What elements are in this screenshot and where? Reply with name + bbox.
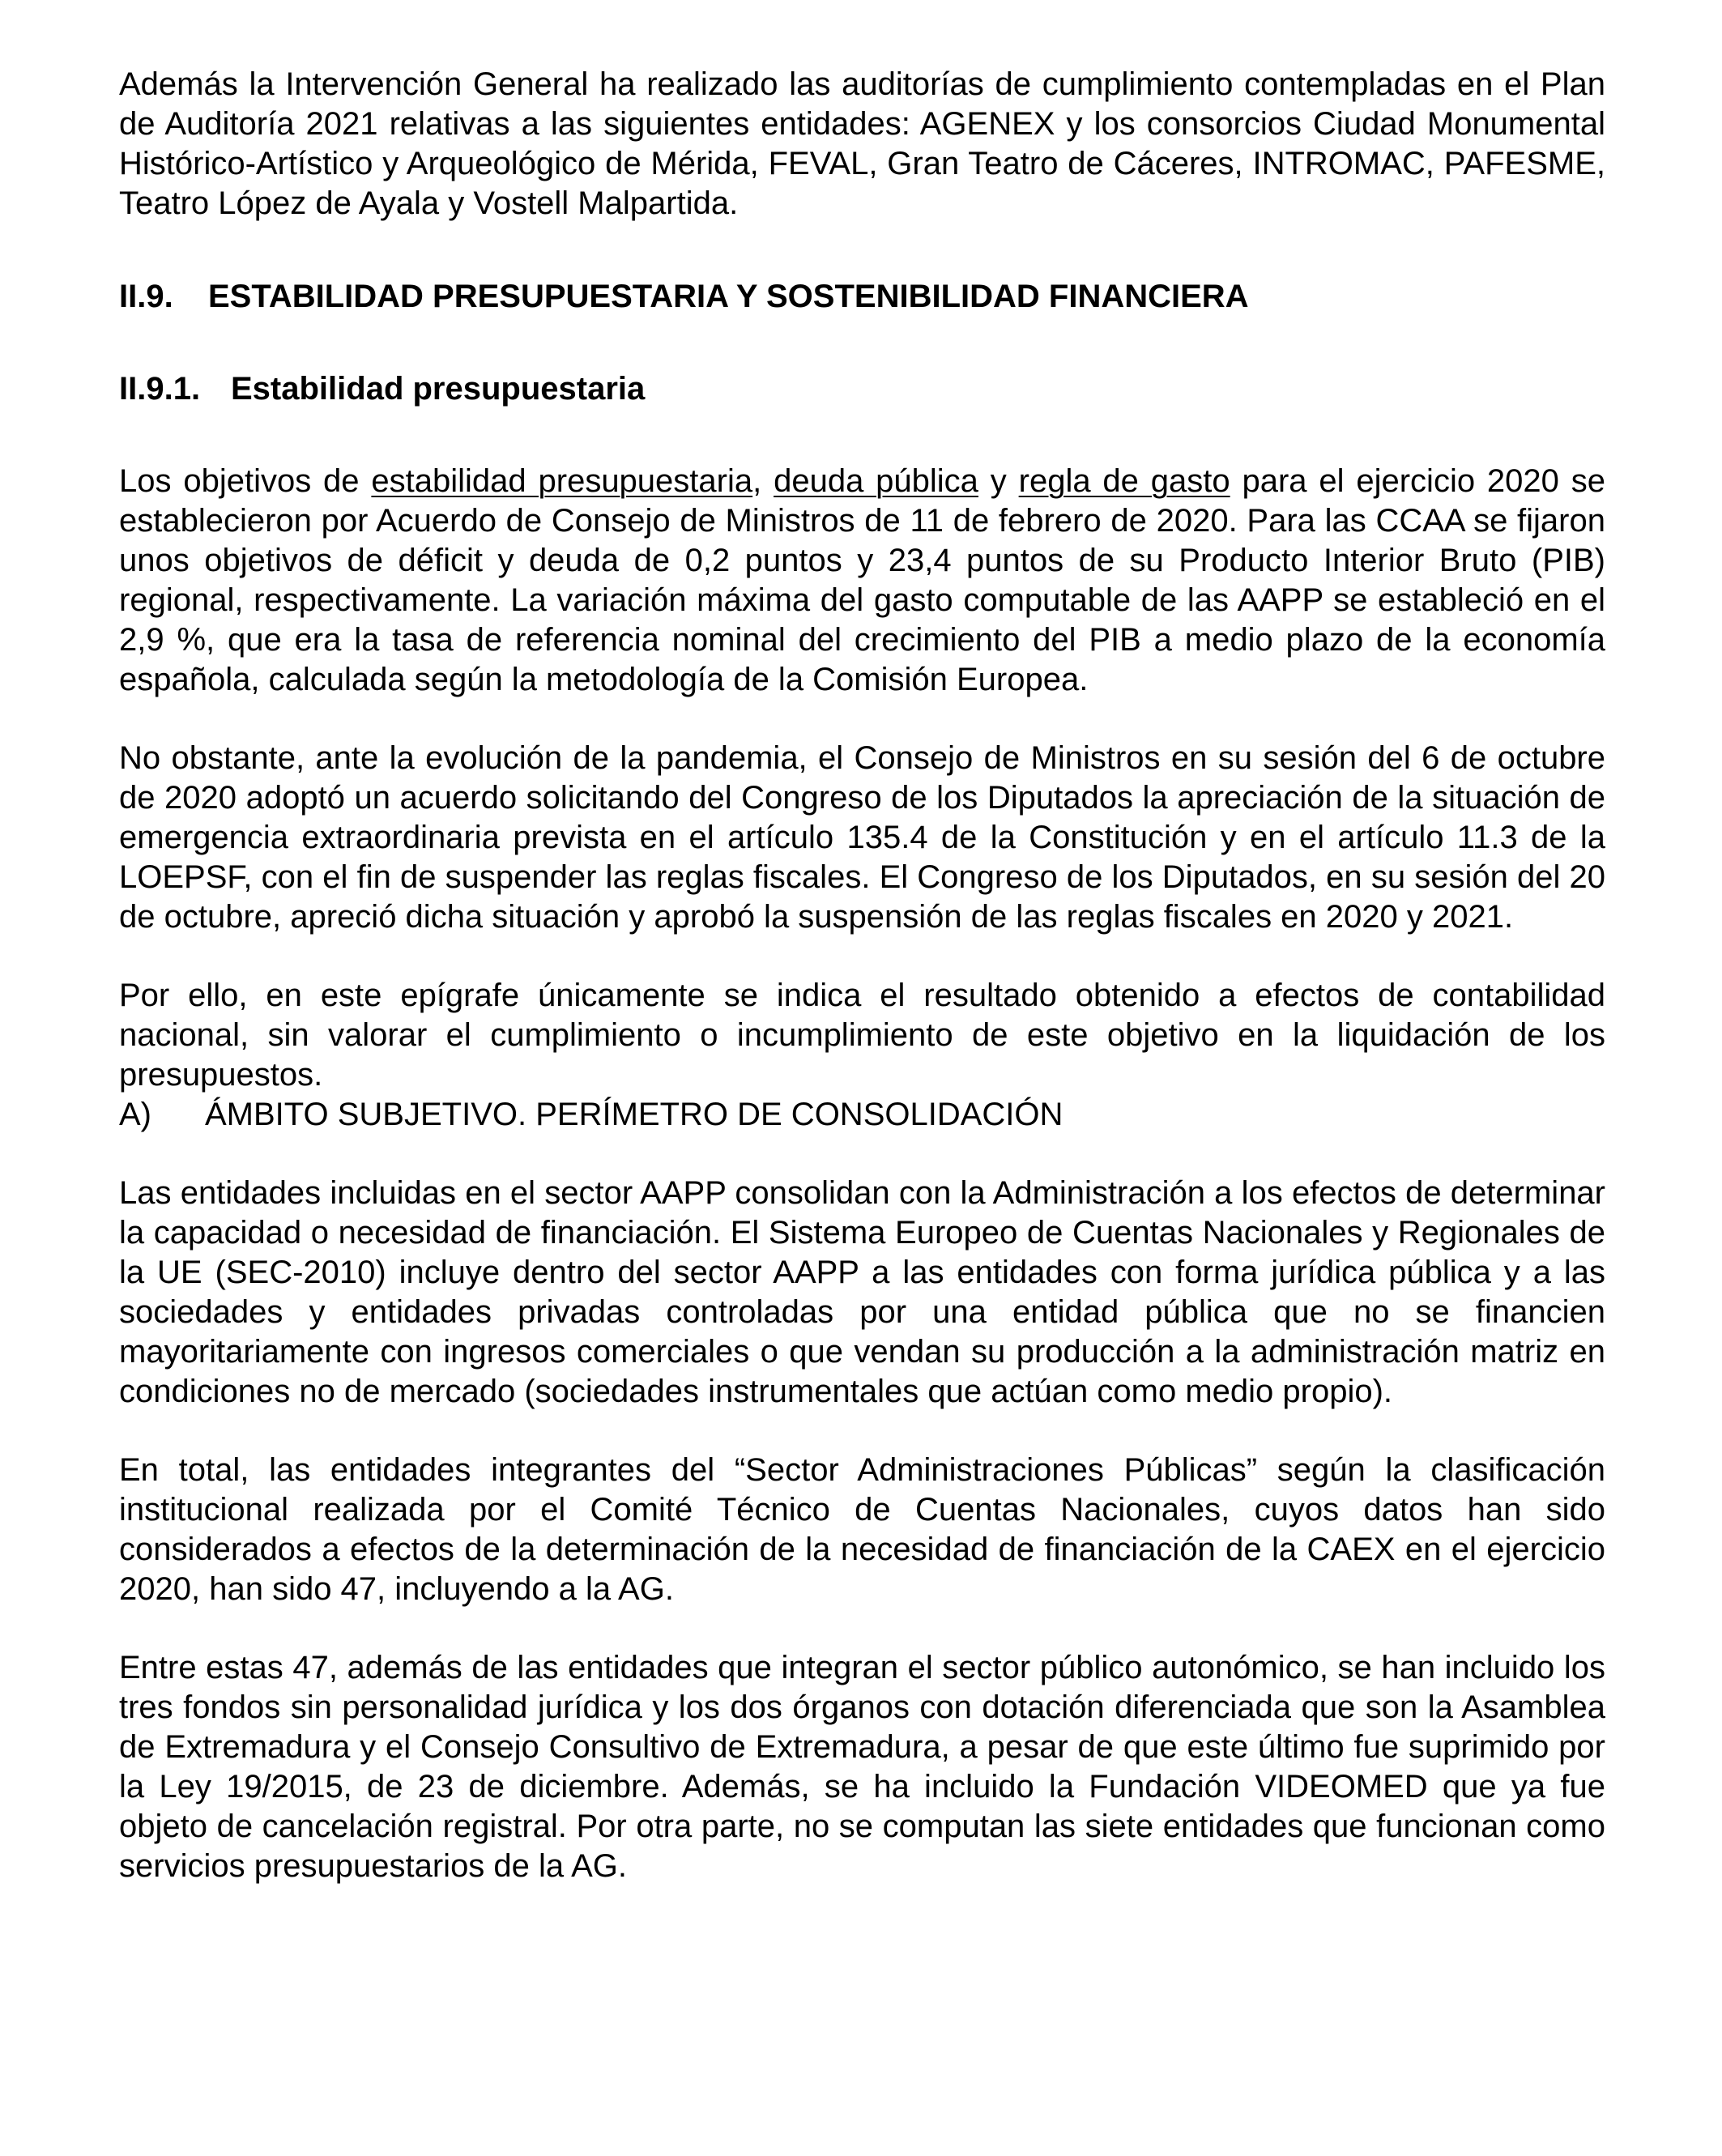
paragraph-total-entities: En total, las entidades integrantes del “Sector Administraciones Públicas” según la clasificación institucional realizada por el Comité Técnico de Cuentas Nacionales, cuyos datos han sido considerados a efectos de la determinación de la necesidad de financiación de la CAEX en el ejercicio 2020, han sido 47, incluyendo a la AG. (119, 1452, 1605, 1607)
lettered-heading-letter: A) (119, 1097, 151, 1132)
underlined-term-spending-rule: regla de gasto (1018, 463, 1230, 499)
underlined-term-debt: deuda pública (774, 463, 978, 499)
paragraph-objectives (119, 462, 1605, 700)
paragraph-entity-details: Entre estas 47, además de las entidades que integran el sector público autonómico, se han incluido los tres fondos sin personalidad jurídica y los dos órganos con dotación diferenciada que son la Asamblea de Extremadura y el Consejo Consultivo de Extremadura, a pesar de que este último fue suprimido por la Ley 19/2015, de 23 de diciembre. Además, se ha incluido la Fundación VIDEOMED que ya fue objeto de cancelación registral. Por otra parte, no se computan las siete entidades que funcionan como servicios presupuestarios de la AG. (119, 1650, 1605, 1884)
text-segment: y (978, 463, 1019, 499)
paragraph-consolidation: Las entidades incluidas en el sector AAPP consolidan con la Administración a los efectos de determinar la capacidad o necesidad de financiación. El Sistema Europeo de Cuentas Nacionales y Regionales de la UE (SEC-2010) incluye dentro del sector AAPP a las entidades con forma jurídica pública y a las sociedades y entidades privadas controladas por una entidad pública que no se financien mayoritariamente con ingresos comerciales o que vendan su producción a la administración matriz en condiciones no de mercado (sociedades instrumentales que actúan como medio propio). (119, 1175, 1605, 1409)
subsection-number: II.9.1. (119, 371, 201, 407)
subsection-title: Estabilidad presupuestaria (231, 371, 646, 407)
subsection-heading (119, 369, 1605, 409)
text-segment: , (752, 463, 774, 499)
paragraph-pandemic: No obstante, ante la evolución de la pandemia, el Consejo de Ministros en su sesión del 6 de octubre de 2020 adoptó un acuerdo solicitando del Congreso de los Diputados la apreciación de la situación de emergencia extraordinaria prevista en el artículo 135.4 de la Constitución y en el artículo 11.3 de la LOEPSF, con el fin de suspender las reglas fiscales. El Congreso de los Diputados, en su sesión del 20 de octubre, apreció dicha situación y aprobó la suspensión de las reglas fiscales en 2020 y 2021. (119, 740, 1605, 935)
text-segment: para el ejercicio 2020 se establecieron por Acuerdo de Consejo de Ministros de 11 de febrero de 2020. Para las CCAA se fijaron unos objetivos de déficit y deuda de 0,2 puntos y 23,4 puntos de su Producto Interior Bruto (PIB) regional, respectivamente. La variación máxima del gasto computable de las AAPP se estableció en el 2,9 %, que era la tasa de referencia nominal del crecimiento del PIB a medio plazo de la economía española, calculada según la metodología de la Comisión Europea. (119, 463, 1605, 697)
lettered-heading (119, 1095, 1605, 1135)
section-heading (119, 277, 1605, 317)
text-segment: Los objetivos de (119, 463, 372, 499)
section-number: II.9. (119, 279, 173, 314)
underlined-term-stability: estabilidad presupuestaria (371, 463, 753, 499)
paragraph-audits: Además la Intervención General ha realizado las auditorías de cumplimiento contempladas en el Plan de Auditoría 2021 relativas a las siguientes entidades: AGENEX y los consorcios Ciudad Monumental Histórico-Artístico y Arqueológico de Mérida, FEVAL, Gran Teatro de Cáceres, INTROMAC, PAFESME, Teatro López de Ayala y Vostell Malpartida. (119, 66, 1605, 221)
lettered-heading-title: ÁMBITO SUBJETIVO. PERÍMETRO DE CONSOLIDACIÓN (205, 1097, 1063, 1132)
section-title: ESTABILIDAD PRESUPUESTARIA Y SOSTENIBILIDAD FINANCIERA (208, 279, 1249, 314)
paragraph-result: Por ello, en este epígrafe únicamente se indica el resultado obtenido a efectos de contabilidad nacional, sin valorar el cumplimiento o incumplimiento de este objetivo en la liquidación de los presupuestos. (119, 978, 1605, 1093)
document-page (119, 65, 1605, 1886)
